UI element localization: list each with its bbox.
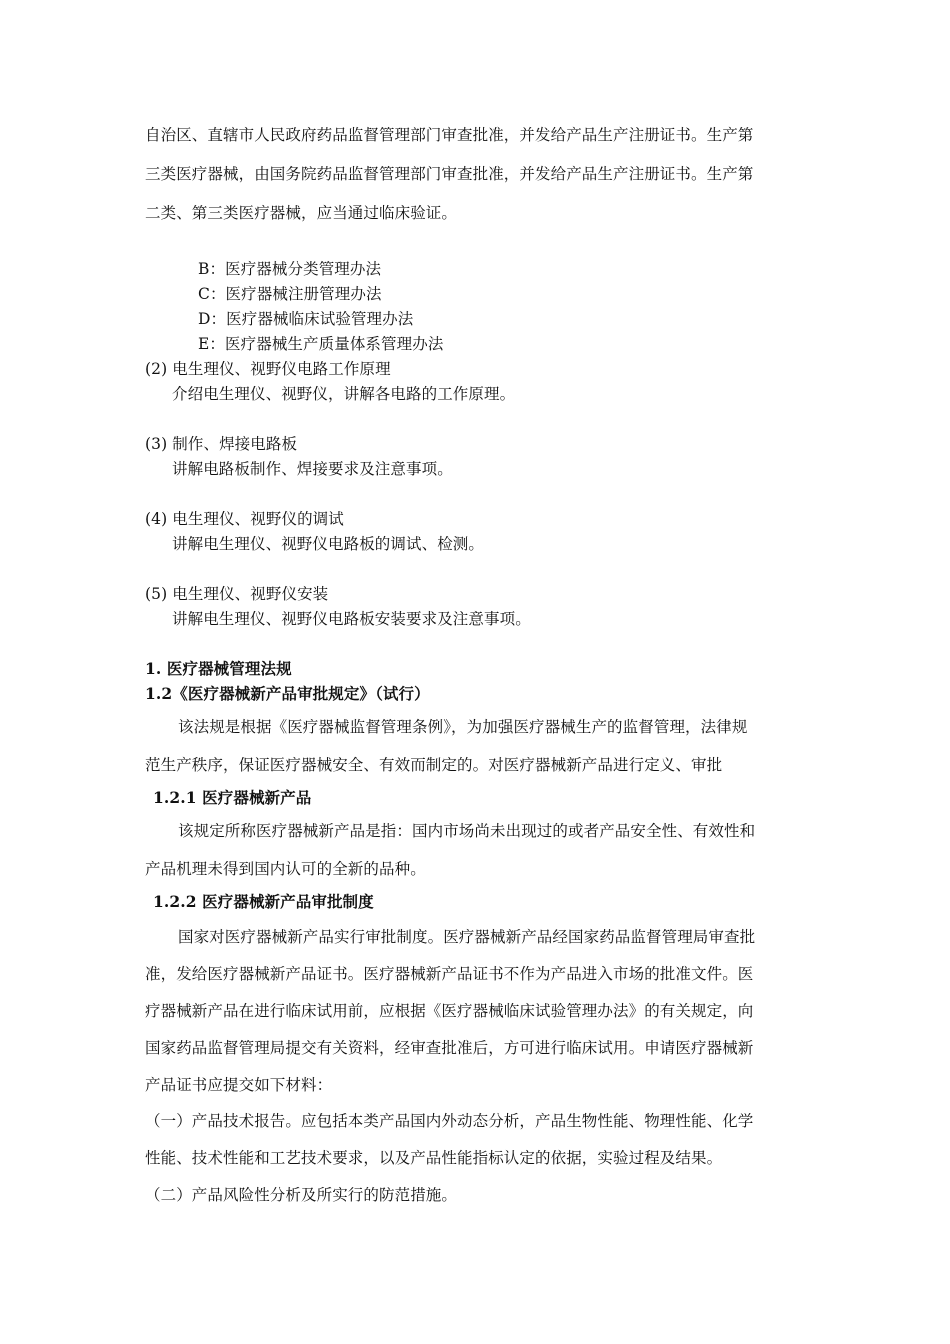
option-item: B：医疗器械分类管理办法 [198, 260, 382, 278]
paragraph-line: 国家对医疗器械新产品实行审批制度。医疗器械新产品经国家药品监督管理局审查批 [178, 928, 756, 946]
option-item: E：医疗器械生产质量体系管理办法 [198, 335, 444, 353]
paragraph-line: 产品机理未得到国内认可的全新的品种。 [145, 860, 426, 878]
material-line: （二）产品风险性分析及所实行的防范措施。 [145, 1186, 458, 1204]
paragraph-line: 准，发给医疗器械新产品证书。医疗器械新产品证书不作为产品进入市场的批准文件。医 [145, 965, 754, 983]
intro-line: 三类医疗器械，由国务院药品监督管理部门审查批准，并发给产品生产注册证书。生产第 [145, 165, 754, 183]
item-body: 讲解电生理仪、视野仪电路板安装要求及注意事项。 [172, 610, 531, 628]
item-heading: (5) 电生理仪、视野仪安装 [145, 585, 329, 603]
paragraph-line: 产品证书应提交如下材料： [145, 1076, 333, 1094]
paragraph-line: 范生产秩序，保证医疗器械安全、有效而制定的。对医疗器械新产品进行定义、审批 [145, 756, 723, 774]
intro-line: 自治区、直辖市人民政府药品监督管理部门审查批准，并发给产品生产注册证书。生产第 [145, 126, 754, 144]
material-line: 性能、技术性能和工艺技术要求，以及产品性能指标认定的依据，实验过程及结果。 [145, 1149, 723, 1167]
paragraph-line: 疗器械新产品在进行临床试用前，应根据《医疗器械临床试验管理办法》的有关规定，向 [145, 1002, 754, 1020]
intro-line: 二类、第三类医疗器械，应当通过临床验证。 [145, 204, 458, 222]
paragraph-line: 该规定所称医疗器械新产品是指：国内市场尚未出现过的或者产品安全性、有效性和 [178, 822, 756, 840]
subsection-heading: 1.2.2 医疗器械新产品审批制度 [153, 892, 374, 911]
item-heading: (2) 电生理仪、视野仪电路工作原理 [145, 360, 391, 378]
section-heading: 1. 医疗器械管理法规 [145, 659, 292, 678]
paragraph-line: 该法规是根据《医疗器械监督管理条例》，为加强医疗器械生产的监督管理，法律规 [178, 718, 748, 736]
material-line: （一）产品技术报告。应包括本类产品国内外动态分析，产品生物性能、物理性能、化学 [145, 1112, 754, 1130]
subsection-heading: 1.2《医疗器械新产品审批规定》（试行） [145, 684, 430, 703]
option-item: D：医疗器械临床试验管理办法 [198, 310, 414, 328]
subsection-heading: 1.2.1 医疗器械新产品 [153, 788, 312, 807]
option-item: C：医疗器械注册管理办法 [198, 285, 382, 303]
item-body: 介绍电生理仪、视野仪，讲解各电路的工作原理。 [172, 385, 516, 403]
item-body: 讲解电生理仪、视野仪电路板的调试、检测。 [172, 535, 485, 553]
item-heading: (4) 电生理仪、视野仪的调试 [145, 510, 344, 528]
item-heading: (3) 制作、焊接电路板 [145, 435, 298, 453]
paragraph-line: 国家药品监督管理局提交有关资料，经审查批准后，方可进行临床试用。申请医疗器械新 [145, 1039, 754, 1057]
item-body: 讲解电路板制作、焊接要求及注意事项。 [172, 460, 453, 478]
